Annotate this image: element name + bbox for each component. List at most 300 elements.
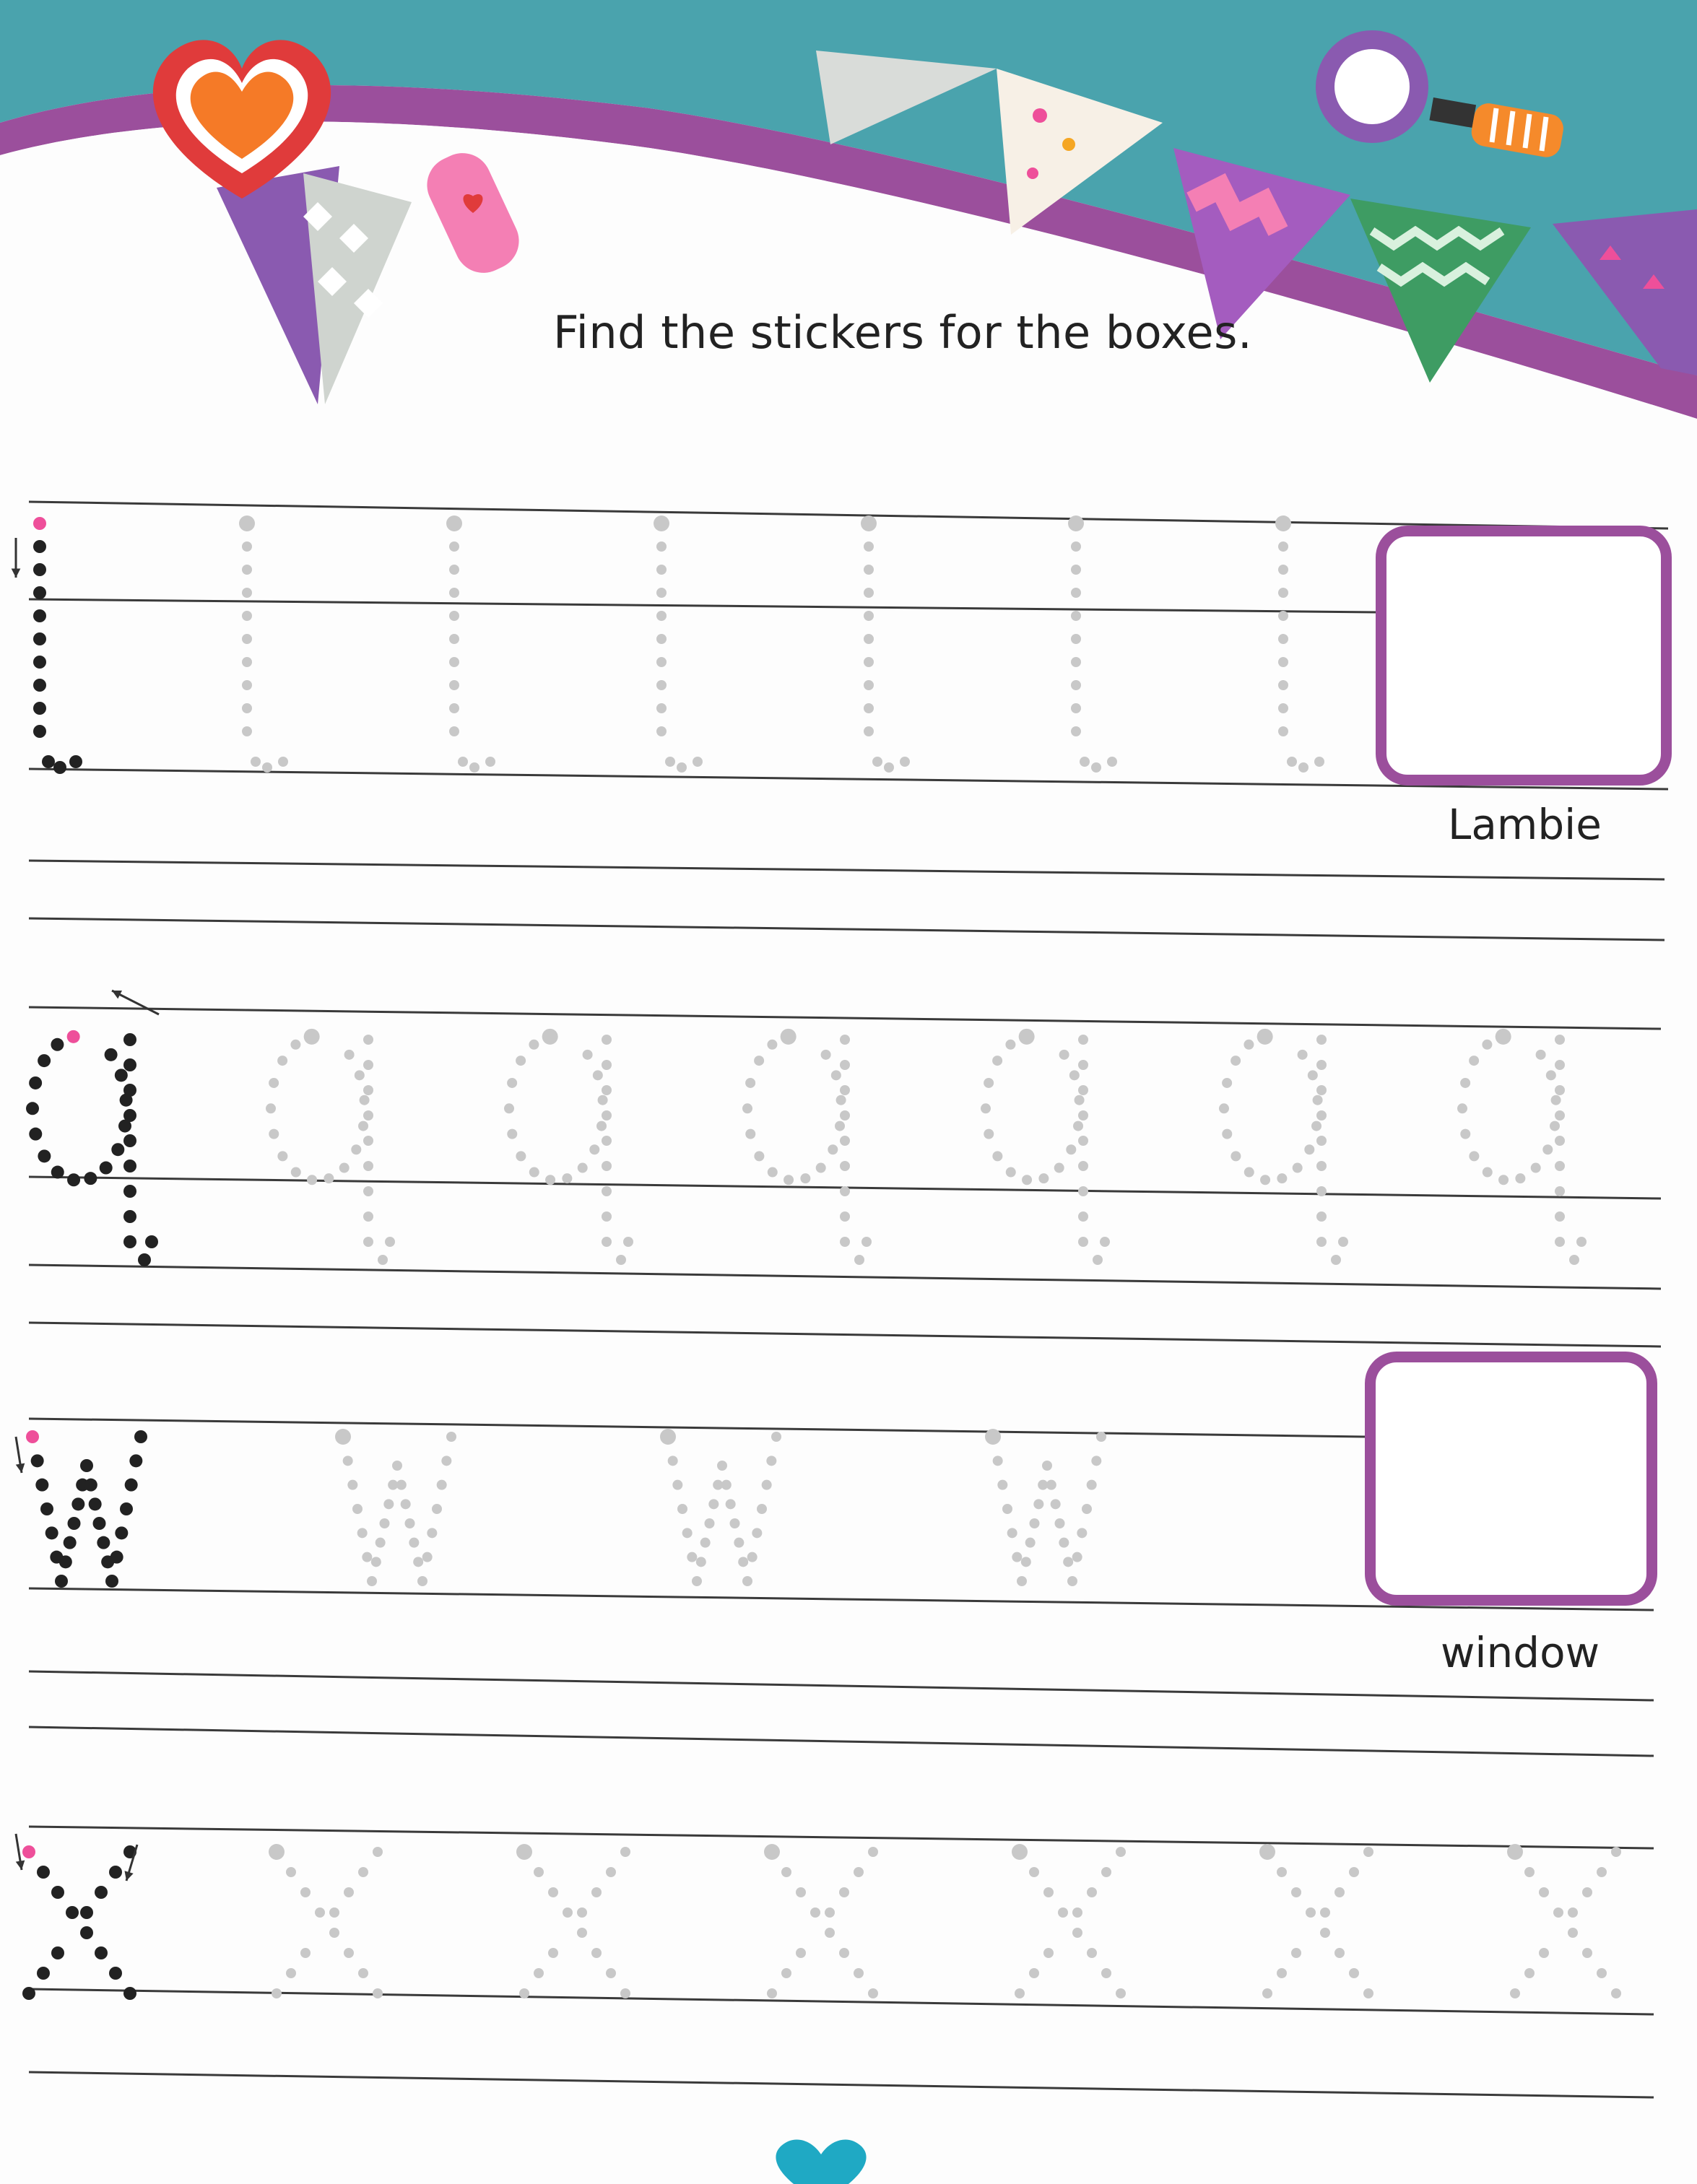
trace-dot-l	[1278, 565, 1288, 575]
trace-dot-l	[449, 565, 459, 575]
trace-dot-w	[413, 1557, 423, 1567]
trace-dot-x	[591, 1887, 602, 1897]
trace-dot-q	[562, 1173, 572, 1183]
trace-dot-x	[534, 1867, 544, 1877]
trace-dot-l	[1278, 703, 1288, 713]
trace-dot-q	[1219, 1103, 1229, 1113]
trace-dot-q	[344, 1050, 355, 1060]
trace-dot-w	[362, 1552, 372, 1562]
trace-dot-q	[1075, 1095, 1085, 1105]
trace-dot-q	[1078, 1110, 1088, 1121]
trace-dot-l	[449, 726, 459, 736]
model-dot-w	[35, 1479, 48, 1492]
trace-dot-q	[602, 1237, 612, 1247]
model-dot-l	[33, 725, 46, 738]
model-dot-x	[109, 1967, 122, 1980]
model-dot-q	[51, 1038, 64, 1051]
model-dot-q	[100, 1162, 113, 1175]
trace-dot-q	[1244, 1040, 1254, 1050]
trace-dot-l	[656, 565, 667, 575]
trace-dot-x	[1611, 1988, 1621, 1998]
trace-dot-x	[1259, 1844, 1275, 1860]
trace-dot-q	[1316, 1186, 1327, 1196]
trace-dot-q	[1308, 1070, 1318, 1080]
trace-dot-l	[1071, 703, 1081, 713]
trace-dot-x	[272, 1988, 282, 1998]
trace-dot-w	[427, 1528, 437, 1538]
model-dot-x	[80, 1926, 93, 1939]
trace-dot-x	[1087, 1948, 1097, 1958]
model-dot-q	[123, 1235, 136, 1248]
trace-dot-x	[781, 1867, 791, 1877]
trace-dot-l	[278, 757, 288, 767]
trace-dot-l	[864, 726, 874, 736]
model-dot-l	[33, 517, 46, 530]
trace-dot-q	[307, 1175, 317, 1185]
trace-dot-q	[1469, 1056, 1479, 1066]
model-dot-l	[33, 609, 46, 622]
trace-dot-w	[1096, 1432, 1106, 1442]
trace-dot-w	[396, 1480, 407, 1490]
trace-dot-q	[1078, 1085, 1088, 1095]
trace-dot-q	[269, 1129, 279, 1139]
trace-dot-x	[563, 1907, 573, 1918]
model-dot-w	[89, 1497, 102, 1510]
trace-dot-x	[825, 1928, 835, 1938]
model-dot-l	[33, 679, 46, 692]
trace-dot-q	[992, 1151, 1002, 1161]
trace-dot-x	[300, 1948, 311, 1958]
trace-dot-x	[839, 1948, 849, 1958]
trace-dot-q	[840, 1161, 850, 1171]
trace-dot-x	[1116, 1847, 1126, 1857]
trace-dot-q	[1316, 1035, 1327, 1045]
trace-dot-q	[1078, 1136, 1088, 1146]
model-dot-l	[33, 586, 46, 599]
trace-dot-w	[1087, 1480, 1097, 1490]
model-dot-q	[123, 1160, 136, 1173]
trace-dot-q	[324, 1173, 334, 1183]
trace-dot-l	[242, 680, 252, 690]
trace-dot-x	[1597, 1968, 1607, 1978]
trace-dot-x	[286, 1867, 296, 1877]
trace-dot-l	[1080, 757, 1090, 767]
trace-dot-l	[1278, 680, 1288, 690]
trace-dot-l	[449, 611, 459, 621]
trace-dot-x	[1524, 1968, 1535, 1978]
trace-dot-l	[458, 757, 468, 767]
trace-dot-q	[1338, 1237, 1348, 1247]
trace-dot-l	[1071, 657, 1081, 667]
trace-dot-w	[738, 1557, 748, 1567]
model-dot-x	[66, 1906, 79, 1919]
trace-dot-q	[781, 1029, 797, 1045]
trace-dot-l	[446, 515, 462, 531]
trace-dot-q	[355, 1070, 365, 1080]
trace-dot-l	[864, 657, 874, 667]
trace-dot-x	[1101, 1867, 1111, 1877]
trace-dot-x	[767, 1988, 777, 1998]
trace-dot-w	[371, 1557, 381, 1567]
trace-dot-x	[620, 1847, 630, 1857]
trace-dot-l	[449, 680, 459, 690]
stroke-arrow-l-head	[12, 569, 21, 578]
trace-dot-q	[1569, 1255, 1579, 1265]
trace-dot-l	[1278, 634, 1288, 644]
trace-dot-w	[687, 1552, 697, 1562]
trace-dot-q	[516, 1151, 526, 1161]
trace-dot-w	[717, 1461, 727, 1471]
trace-dot-q	[589, 1144, 599, 1154]
model-dot-q	[38, 1054, 51, 1067]
trace-dot-l	[1071, 588, 1081, 598]
trace-dot-w	[352, 1504, 363, 1514]
trace-dot-x	[1043, 1948, 1054, 1958]
trace-dot-x	[1524, 1867, 1535, 1877]
trace-dot-q	[363, 1237, 373, 1247]
trace-dot-q	[529, 1167, 539, 1178]
trace-dot-x	[1334, 1948, 1345, 1958]
trace-dot-l	[1287, 757, 1297, 767]
model-dot-w	[120, 1502, 133, 1515]
trace-dot-l	[242, 634, 252, 644]
trace-dot-w	[726, 1499, 736, 1509]
trace-dot-x	[548, 1887, 558, 1897]
trace-dot-q	[1316, 1110, 1327, 1121]
trace-dot-q	[984, 1078, 994, 1088]
trace-dot-w	[347, 1480, 357, 1490]
trace-dot-l	[262, 762, 272, 773]
trace-dot-q	[1054, 1163, 1064, 1173]
trace-dot-l	[449, 541, 459, 552]
trace-dot-w	[721, 1480, 732, 1490]
trace-dot-l	[1275, 515, 1291, 531]
trace-dot-x	[358, 1968, 368, 1978]
trace-dot-l	[239, 515, 255, 531]
trace-dot-x	[1539, 1887, 1549, 1897]
trace-dot-q	[981, 1103, 991, 1113]
sticker-label-lambie: Lambie	[1448, 800, 1602, 849]
trace-dot-l	[656, 611, 667, 621]
trace-dot-q	[1078, 1161, 1088, 1171]
trace-dot-q	[363, 1211, 373, 1222]
trace-dot-x	[577, 1907, 587, 1918]
trace-dot-x	[796, 1887, 806, 1897]
trace-dot-l	[654, 515, 669, 531]
trace-dot-q	[1542, 1144, 1553, 1154]
trace-dot-x	[1507, 1844, 1523, 1860]
trace-dot-q	[623, 1237, 633, 1247]
model-dot-q	[123, 1084, 136, 1097]
trace-dot-q	[1257, 1029, 1273, 1045]
model-dot-q	[105, 1048, 118, 1061]
model-dot-w	[68, 1517, 81, 1530]
trace-dot-q	[854, 1255, 864, 1265]
trace-dot-q	[784, 1175, 794, 1185]
trace-dot-w	[734, 1538, 744, 1548]
trace-dot-x	[1072, 1928, 1082, 1938]
trace-dot-x	[868, 1847, 878, 1857]
trace-dot-q	[363, 1035, 373, 1045]
model-dot-x	[51, 1946, 64, 1959]
trace-dot-q	[1498, 1175, 1509, 1185]
trace-dot-q	[1222, 1078, 1232, 1088]
trace-dot-x	[1582, 1887, 1592, 1897]
trace-dot-q	[596, 1121, 607, 1131]
trace-dot-q	[1006, 1167, 1016, 1178]
trace-dot-x	[329, 1928, 339, 1938]
trace-dot-l	[864, 634, 874, 644]
trace-dot-w	[380, 1518, 390, 1528]
trace-dot-l	[884, 762, 894, 773]
trace-dot-q	[1469, 1151, 1479, 1161]
trace-dot-l	[449, 657, 459, 667]
trace-dot-q	[602, 1161, 612, 1171]
trace-dot-l	[449, 703, 459, 713]
trace-dot-x	[1611, 1847, 1621, 1857]
trace-dot-l	[861, 515, 877, 531]
model-dot-x	[37, 1967, 50, 1980]
trace-dot-l	[864, 541, 874, 552]
trace-dot-q	[992, 1056, 1002, 1066]
model-dot-w	[134, 1430, 147, 1443]
trace-dot-q	[840, 1237, 850, 1247]
trace-dot-x	[1012, 1844, 1028, 1860]
trace-dot-q	[1298, 1050, 1308, 1060]
model-dot-w	[55, 1575, 68, 1588]
trace-dot-q	[840, 1186, 850, 1196]
trace-dot-w	[1077, 1528, 1087, 1538]
trace-dot-w	[1017, 1576, 1027, 1586]
trace-dot-w	[752, 1528, 762, 1538]
trace-dot-w	[367, 1576, 377, 1586]
trace-dot-x	[1510, 1988, 1520, 1998]
trace-dot-l	[449, 588, 459, 598]
trace-dot-x	[315, 1907, 325, 1918]
trace-dot-q	[290, 1040, 300, 1050]
trace-dot-q	[291, 1167, 301, 1178]
sticker-label-window: window	[1441, 1628, 1600, 1677]
trace-dot-q	[598, 1095, 608, 1105]
trace-dot-x	[1043, 1887, 1054, 1897]
trace-dot-w	[708, 1499, 719, 1509]
trace-dot-q	[816, 1163, 826, 1173]
trace-dot-w	[747, 1552, 758, 1562]
model-dot-w	[40, 1502, 53, 1515]
trace-dot-x	[1277, 1968, 1287, 1978]
trace-dot-q	[1311, 1121, 1321, 1131]
trace-dot-x	[1277, 1867, 1287, 1877]
trace-dot-q	[840, 1060, 850, 1070]
model-dot-w	[93, 1517, 106, 1530]
trace-dot-q	[1022, 1175, 1032, 1185]
trace-dot-q	[1304, 1144, 1314, 1154]
trace-dot-q	[1005, 1040, 1015, 1050]
trace-dot-x	[269, 1844, 285, 1860]
trace-dot-l	[1278, 588, 1288, 598]
trace-dot-w	[383, 1499, 394, 1509]
model-dot-q	[115, 1069, 128, 1082]
trace-dot-l	[1107, 757, 1117, 767]
trace-dot-w	[696, 1557, 706, 1567]
model-dot-q	[51, 1166, 64, 1179]
trace-dot-q	[1531, 1163, 1541, 1173]
model-dot-q	[29, 1128, 42, 1141]
model-dot-x	[95, 1946, 108, 1959]
trace-dot-w	[1025, 1538, 1036, 1548]
trace-dot-x	[781, 1968, 791, 1978]
trace-dot-x	[577, 1928, 587, 1938]
model-dot-x	[37, 1866, 50, 1879]
trace-dot-q	[1496, 1029, 1511, 1045]
model-dot-x	[109, 1866, 122, 1879]
trace-dot-w	[672, 1480, 682, 1490]
trace-dot-w	[705, 1518, 715, 1528]
trace-dot-w	[1072, 1552, 1082, 1562]
trace-dot-x	[1539, 1948, 1549, 1958]
model-dot-w	[84, 1479, 97, 1492]
trace-dot-l	[864, 680, 874, 690]
model-dot-q	[123, 1058, 136, 1071]
trace-dot-x	[1320, 1907, 1330, 1918]
trace-dot-q	[1078, 1237, 1088, 1247]
trace-dot-l	[1298, 762, 1308, 773]
trace-dot-w	[668, 1456, 678, 1466]
trace-dot-l	[656, 588, 667, 598]
trace-dot-q	[602, 1060, 612, 1070]
trace-dot-x	[1363, 1847, 1373, 1857]
trace-dot-w	[1012, 1552, 1022, 1562]
trace-dot-l	[872, 757, 882, 767]
trace-dot-l	[449, 634, 459, 644]
trace-dot-x	[1291, 1887, 1301, 1897]
trace-dot-l	[1091, 762, 1101, 773]
model-dot-x	[80, 1906, 93, 1919]
trace-dot-x	[1553, 1907, 1563, 1918]
trace-dot-w	[677, 1504, 687, 1514]
trace-dot-l	[1071, 565, 1081, 575]
trace-dot-q	[840, 1085, 850, 1095]
model-dot-q	[29, 1076, 42, 1089]
model-dot-x	[22, 1845, 35, 1858]
trace-dot-l	[1071, 680, 1081, 690]
trace-dot-q	[1316, 1237, 1327, 1247]
trace-dot-x	[591, 1948, 602, 1958]
trace-dot-q	[378, 1255, 388, 1265]
trace-dot-l	[485, 757, 495, 767]
trace-dot-l	[1278, 541, 1288, 552]
trace-dot-x	[1087, 1887, 1097, 1897]
model-dot-w	[110, 1551, 123, 1564]
trace-dot-q	[1078, 1060, 1088, 1070]
trace-dot-q	[1551, 1095, 1561, 1105]
trace-dot-w	[1007, 1528, 1017, 1538]
model-dot-l	[33, 656, 46, 669]
trace-dot-l	[677, 762, 687, 773]
trace-dot-x	[854, 1867, 864, 1877]
trace-dot-l	[242, 657, 252, 667]
trace-dot-q	[358, 1121, 368, 1131]
trace-dot-l	[864, 703, 874, 713]
model-dot-q	[138, 1253, 151, 1266]
trace-dot-q	[1316, 1161, 1327, 1171]
trace-dot-q	[1515, 1173, 1525, 1183]
trace-dot-x	[839, 1887, 849, 1897]
trace-dot-q	[542, 1029, 558, 1045]
trace-dot-w	[1002, 1504, 1012, 1514]
model-dot-x	[51, 1886, 64, 1899]
trace-dot-w	[985, 1429, 1001, 1445]
trace-dot-w	[335, 1429, 351, 1445]
model-dot-x	[95, 1886, 108, 1899]
trace-dot-q	[1313, 1095, 1323, 1105]
trace-dot-q	[840, 1110, 850, 1121]
trace-dot-l	[1278, 657, 1288, 667]
trace-dot-x	[1029, 1867, 1039, 1877]
model-dot-q	[123, 1033, 136, 1046]
trace-dot-q	[1066, 1144, 1076, 1154]
model-dot-q	[123, 1109, 136, 1122]
trace-dot-q	[593, 1070, 603, 1080]
model-dot-q	[111, 1143, 124, 1156]
trace-dot-x	[620, 1988, 630, 1998]
trace-dot-q	[835, 1121, 845, 1131]
model-dot-w	[71, 1497, 84, 1510]
trace-dot-x	[810, 1907, 820, 1918]
trace-dot-q	[1316, 1085, 1327, 1095]
trace-dot-l	[1071, 726, 1081, 736]
trace-dot-w	[1067, 1576, 1077, 1586]
trace-dot-x	[300, 1887, 311, 1897]
model-dot-w	[45, 1526, 58, 1539]
trace-dot-q	[602, 1211, 612, 1222]
trace-dot-x	[516, 1844, 532, 1860]
trace-dot-x	[548, 1948, 558, 1958]
trace-dot-x	[358, 1867, 368, 1877]
model-dot-l	[53, 761, 66, 774]
trace-dot-w	[343, 1456, 353, 1466]
trace-dot-q	[1078, 1211, 1088, 1222]
model-dot-w	[26, 1430, 39, 1443]
trace-dot-q	[1019, 1029, 1035, 1045]
model-dot-w	[59, 1555, 72, 1568]
stroke-arrow-x1-head	[16, 1861, 25, 1870]
trace-dot-l	[242, 611, 252, 621]
model-dot-q	[67, 1030, 80, 1043]
trace-dot-l	[1068, 515, 1084, 531]
model-dot-q	[123, 1210, 136, 1223]
trace-dot-x	[373, 1847, 383, 1857]
model-dot-l	[33, 632, 46, 645]
trace-dot-x	[1015, 1988, 1025, 1998]
trace-dot-q	[1482, 1040, 1492, 1050]
trace-dot-l	[656, 726, 667, 736]
trace-dot-l	[656, 703, 667, 713]
trace-dot-x	[344, 1948, 354, 1958]
trace-dot-l	[242, 726, 252, 736]
trace-dot-q	[1331, 1255, 1341, 1265]
trace-dot-q	[363, 1085, 373, 1095]
trace-dot-q	[1231, 1056, 1241, 1066]
trace-dot-q	[1093, 1255, 1103, 1265]
trace-dot-x	[1334, 1887, 1345, 1897]
trace-dot-q	[1222, 1129, 1232, 1139]
trace-dot-q	[1536, 1050, 1546, 1060]
trace-dot-q	[304, 1029, 320, 1045]
trace-dot-x	[1262, 1988, 1272, 1998]
model-dot-q	[123, 1134, 136, 1147]
trace-dot-w	[401, 1499, 411, 1509]
